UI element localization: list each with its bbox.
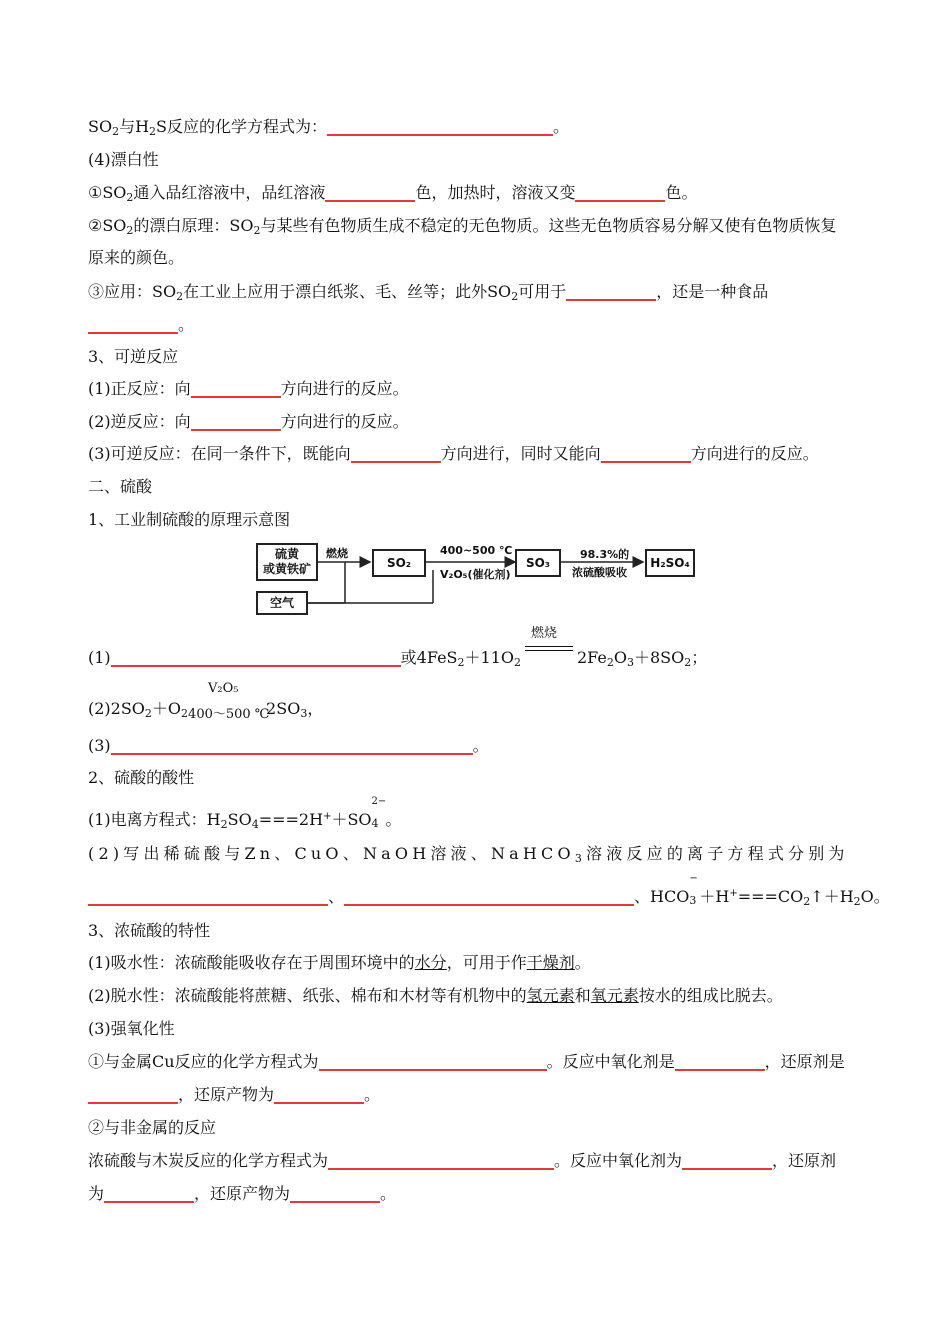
heading-reversible: 3、可逆反应 [88, 347, 179, 366]
label-catalyst: V₂O₅(催化剂) [440, 568, 511, 581]
heading-oxidizing: (3)强氧化性 [88, 1019, 175, 1038]
answer-blank[interactable] [566, 281, 656, 301]
line-pinkred: $①SO_2$通入品红溶液中，品红溶液 色，加热时，溶液又变 色。 [88, 183, 698, 204]
answer-blank[interactable] [88, 1084, 178, 1104]
condition-catalyst: V₂O₅ 400～500 ℃ [188, 681, 270, 722]
line-eq2: $(2)2SO_2+O_2$ V₂O₅ 400～500 ℃ $2SO_3$， [88, 681, 324, 722]
line-eq1: (1) 或$4FeS_2+11O_2$ 燃烧 $2Fe_2O_3+8SO_2$； [88, 626, 708, 669]
line-ionic-eq: 、 、HCO − 3 $+H^+===CO_2↑+H_2O$。 [88, 882, 890, 908]
box-sulfur-pyrite: 硫黄 或黄铁矿 [256, 543, 318, 581]
line-bleach-principle: $②SO_2$的漂白原理：$SO_2$与某些有色物质生成不稳定的无色物质。这些无色物质容易分解又使有色物质恢复 [88, 216, 837, 237]
heading-nonmetal: ②与非金属的反应 [88, 1118, 217, 1137]
line-ionic-eq-prompt: (2)写出稀硫酸与Zn、CuO、NaOH溶液、NaHCO$_3$溶液反应的离子方程式分别为 [88, 844, 849, 865]
line-bleach-principle-cont: 原来的颜色。 [88, 248, 185, 267]
line-hygroscopic: (1)吸水性：浓硫酸能吸收存在于周围环境中的水分，可用于作干燥剂。 [88, 953, 591, 972]
line-ionization: (1)电离方程式：$H_2SO_4===2H^++SO$ 2− 4 。 [88, 796, 402, 831]
box-so3: SO₃ [515, 549, 561, 577]
answer-blank[interactable] [88, 886, 328, 906]
line-cu-reaction-cont: ，还原产物为 。 [88, 1084, 380, 1106]
label-combustion: 燃烧 [326, 547, 348, 560]
answer-blank[interactable] [351, 443, 441, 463]
line-application-cont: 。 [88, 314, 194, 336]
label-absorption: 浓硫酸吸收 [572, 566, 627, 579]
line-carbon-reaction-cont: 为 ，还原产物为 。 [88, 1184, 397, 1203]
line-dehydration: (2)脱水性：浓硫酸能将蔗糖、纸张、棉布和木材等有机物中的氢元素和氧元素按水的组成比脱去。 [88, 986, 783, 1005]
heading-sulfuric-acid: 二、硫酸 [88, 477, 153, 496]
heading-industrial: 1、工业制硫酸的原理示意图 [88, 510, 291, 529]
line-eq3: (3) 。 [88, 736, 489, 755]
line-forward-reaction: (1)正反应：向 方向进行的反应。 [88, 379, 409, 398]
answer-blank[interactable] [328, 1150, 554, 1170]
answer-blank[interactable] [88, 314, 178, 334]
answer-blank[interactable] [111, 735, 473, 755]
answer-blank[interactable] [327, 116, 553, 136]
line-reverse-reaction: (2)逆反应：向 方向进行的反应。 [88, 412, 409, 431]
box-air: 空气 [256, 591, 308, 615]
answer-blank[interactable] [274, 1084, 364, 1104]
line-application: ③应用：$SO_2$在工业上应用于漂白纸浆、毛、丝等；此外$SO_2$可用于 ，还是一种食品 [88, 282, 769, 303]
answer-blank[interactable] [290, 1183, 380, 1203]
answer-blank[interactable] [675, 1051, 765, 1071]
answer-blank[interactable] [575, 182, 665, 202]
answer-blank[interactable] [191, 411, 281, 431]
heading-bleaching: (4)漂白性 [88, 150, 159, 169]
box-h2so4: H₂SO₄ [645, 549, 695, 577]
box-so2: SO₂ [372, 549, 426, 577]
answer-blank[interactable] [601, 443, 691, 463]
line-cu-reaction: ①与金属Cu反应的化学方程式为 。反应中氧化剂是 ，还原剂是 [88, 1052, 845, 1071]
answer-blank[interactable] [111, 647, 401, 667]
answer-blank[interactable] [325, 182, 415, 202]
answer-blank[interactable] [682, 1150, 772, 1170]
line-reversible-reaction: (3)可逆反应：在同一条件下，既能向 方向进行，同时又能向 方向进行的反应。 [88, 444, 819, 463]
label-temperature: 400~500 ℃ [440, 544, 513, 557]
heading-conc-properties: 3、浓硫酸的特性 [88, 921, 211, 940]
line-carbon-reaction: 浓硫酸与木炭反应的化学方程式为 。反应中氧化剂为 ，还原剂 [88, 1151, 837, 1170]
condition-arrow: 燃烧 [521, 641, 577, 663]
heading-acidity: 2、硫酸的酸性 [88, 768, 195, 787]
answer-blank[interactable] [191, 378, 281, 398]
line-so2-h2s: $SO_2$与$H_2S$反应的化学方程式为： 。 [88, 117, 570, 138]
answer-blank[interactable] [344, 886, 634, 906]
answer-blank[interactable] [104, 1183, 194, 1203]
answer-blank[interactable] [319, 1051, 547, 1071]
label-983: 98.3%的 [580, 548, 630, 561]
